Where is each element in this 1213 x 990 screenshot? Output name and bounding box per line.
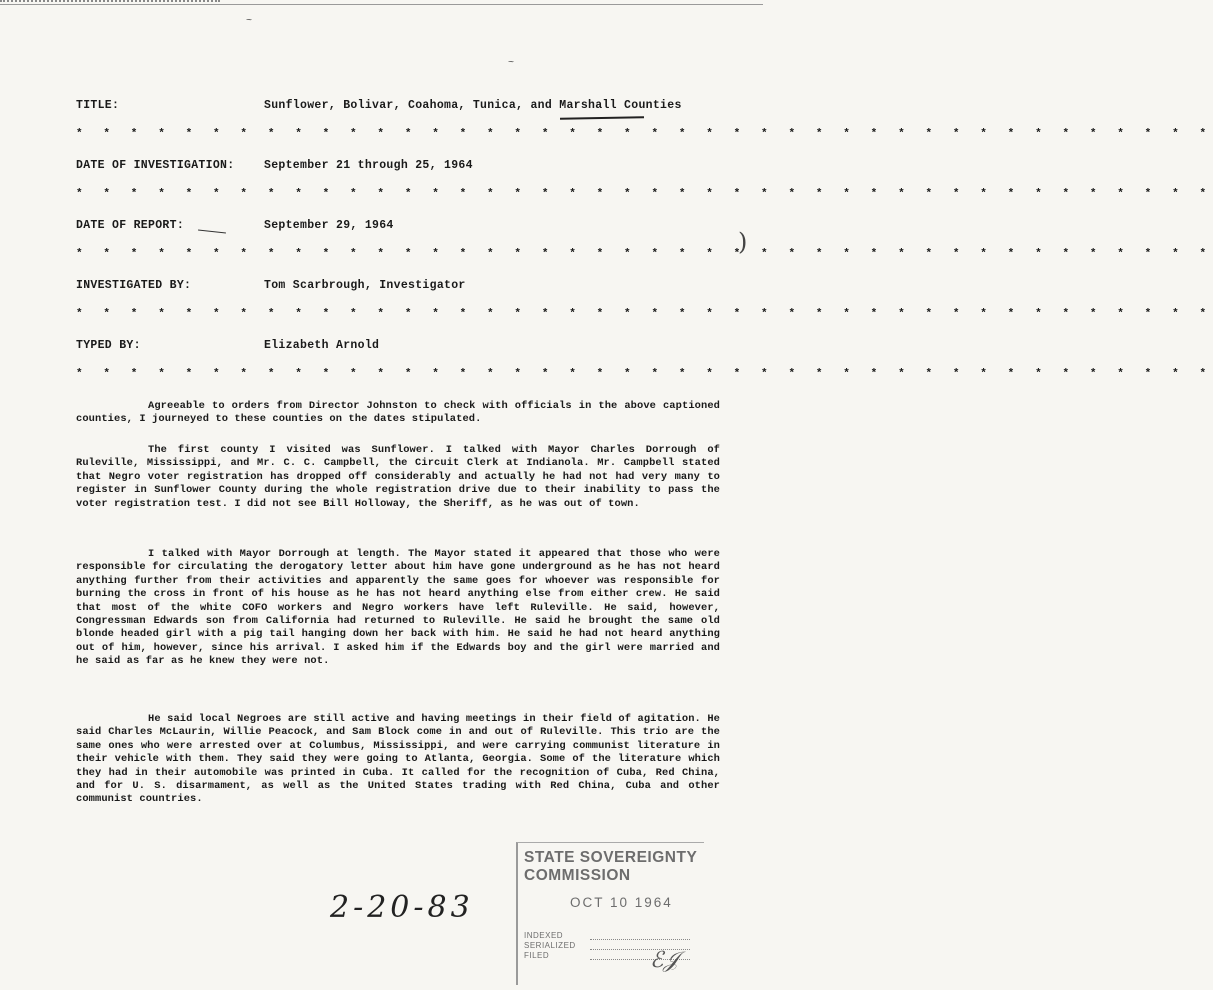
- separator-row: * * * * * * * * * * * * * * * * * * * * * * * * * * * * * * * * * * * * * * * * * *: [76, 128, 1213, 140]
- report-date-label: DATE OF REPORT:: [76, 219, 185, 232]
- title-value: Sunflower, Bolivar, Coahoma, Tunica, and Marshall Counties: [264, 99, 682, 112]
- title-label: TITLE:: [76, 99, 120, 112]
- paragraph-2: [76, 444, 720, 511]
- stamp-date: OCT 10 1964: [570, 895, 673, 910]
- typed-by-value: Elizabeth Arnold: [264, 339, 380, 352]
- investigation-date-value: September 21 through 25, 1964: [264, 159, 473, 172]
- stamp-rule: [590, 939, 690, 940]
- investigation-date-label: DATE OF INVESTIGATION:: [76, 159, 235, 172]
- paragraph-text: I talked with Mayor Dorrough at length. The Mayor stated it appeared that those who were responsible for circulating the derogatory letter about him have gone underground as he has not heard anything further from their activities and apparently the same goes for whoever was responsible for burning the cross in front of his house as he has not heard anything else from either crew. He said that most of the white COFO workers and Negro workers have left Ruleville. He said, however, Congressman Edwards son from California had returned to Ruleville. He said he brought the same old blonde headed girl with a pig tail hanging down her back with him. He said he had not heard anything out of him, however, since his arrival. I asked him if the Edwards boy and the girl were married and he said as far as he knew they were not.: [76, 548, 720, 668]
- handwritten-initials: ℰ𝒥: [650, 948, 679, 973]
- stamp-indexed: INDEXED: [524, 931, 564, 940]
- paragraph-text: He said local Negroes are still active and having meetings in their field of agitation. He said Charles McLaurin, Willie Peacock, and Sam Block come in and out of Ruleville. This trio are the same ones who were arrested over at Columbus, Mississippi, and were carrying communist literature in their vehicle with them. They said they were going to Atlanta, Georgia. Some of the literature which they had in their automobile was printed in Cuba. It called for the recognition of Cuba, Red China, and for U. S. disarmament, as well as the United States trading with Red China, Cuba and other communist countries.: [76, 713, 720, 806]
- pen-mark: ~: [246, 16, 253, 27]
- stamp-serialized: SERIALIZED: [524, 941, 576, 950]
- stamp-filed: FILED: [524, 951, 550, 960]
- typed-by-label: TYPED BY:: [76, 339, 141, 352]
- handwritten-number: 2-20-83: [330, 890, 474, 925]
- separator-row: * * * * * * * * * * * * * * * * * * * * * * * * * * * * * * * * * * * * * * * * * *: [76, 368, 1213, 380]
- pen-mark: ~: [508, 58, 515, 69]
- paragraph-3: [76, 548, 720, 669]
- paragraph-1: [76, 400, 720, 427]
- separator-row: * * * * * * * * * * * * * * * * * * * * * * * * * * * * * * * * * * * * * * * * * *: [76, 188, 1213, 200]
- pen-dash: [198, 230, 226, 234]
- handwritten-underline: [560, 116, 644, 119]
- margin-mark: ): [738, 228, 748, 256]
- separator-row: * * * * * * * * * * * * * * * * * * * * * * * * * * * * * * * * * * * * * * * * * *: [76, 248, 1213, 260]
- investigator-value: Tom Scarbrough, Investigator: [264, 279, 466, 292]
- top-rule: [0, 4, 763, 5]
- paragraph-text: The first county I visited was Sunflower. I talked with Mayor Charles Dorrough of Ruleville, Mississippi, and Mr. C. C. Campbell, the Circuit Clerk at Indianola. Mr. Campbell stated that Negro voter registration has dropped off considerably and actually he had not had very many to register in Sunflower County during the whole registration drive due to their inability to pass the voter registration test. I did not see Bill Holloway, the Sheriff, as he was out of town.: [76, 444, 720, 510]
- paragraph-4: [76, 713, 720, 807]
- investigator-label: INVESTIGATED BY:: [76, 279, 192, 292]
- paragraph-text: Agreeable to orders from Director Johnston to check with officials in the above captioned counties, I journeyed to these counties on the dates stipulated.: [76, 400, 720, 426]
- separator-row: * * * * * * * * * * * * * * * * * * * * * * * * * * * * * * * * * * * * * * * * * *: [76, 308, 1213, 320]
- report-date-value: September 29, 1964: [264, 219, 394, 232]
- stamp-title: STATE SOVEREIGNTY COMMISSION: [524, 849, 697, 884]
